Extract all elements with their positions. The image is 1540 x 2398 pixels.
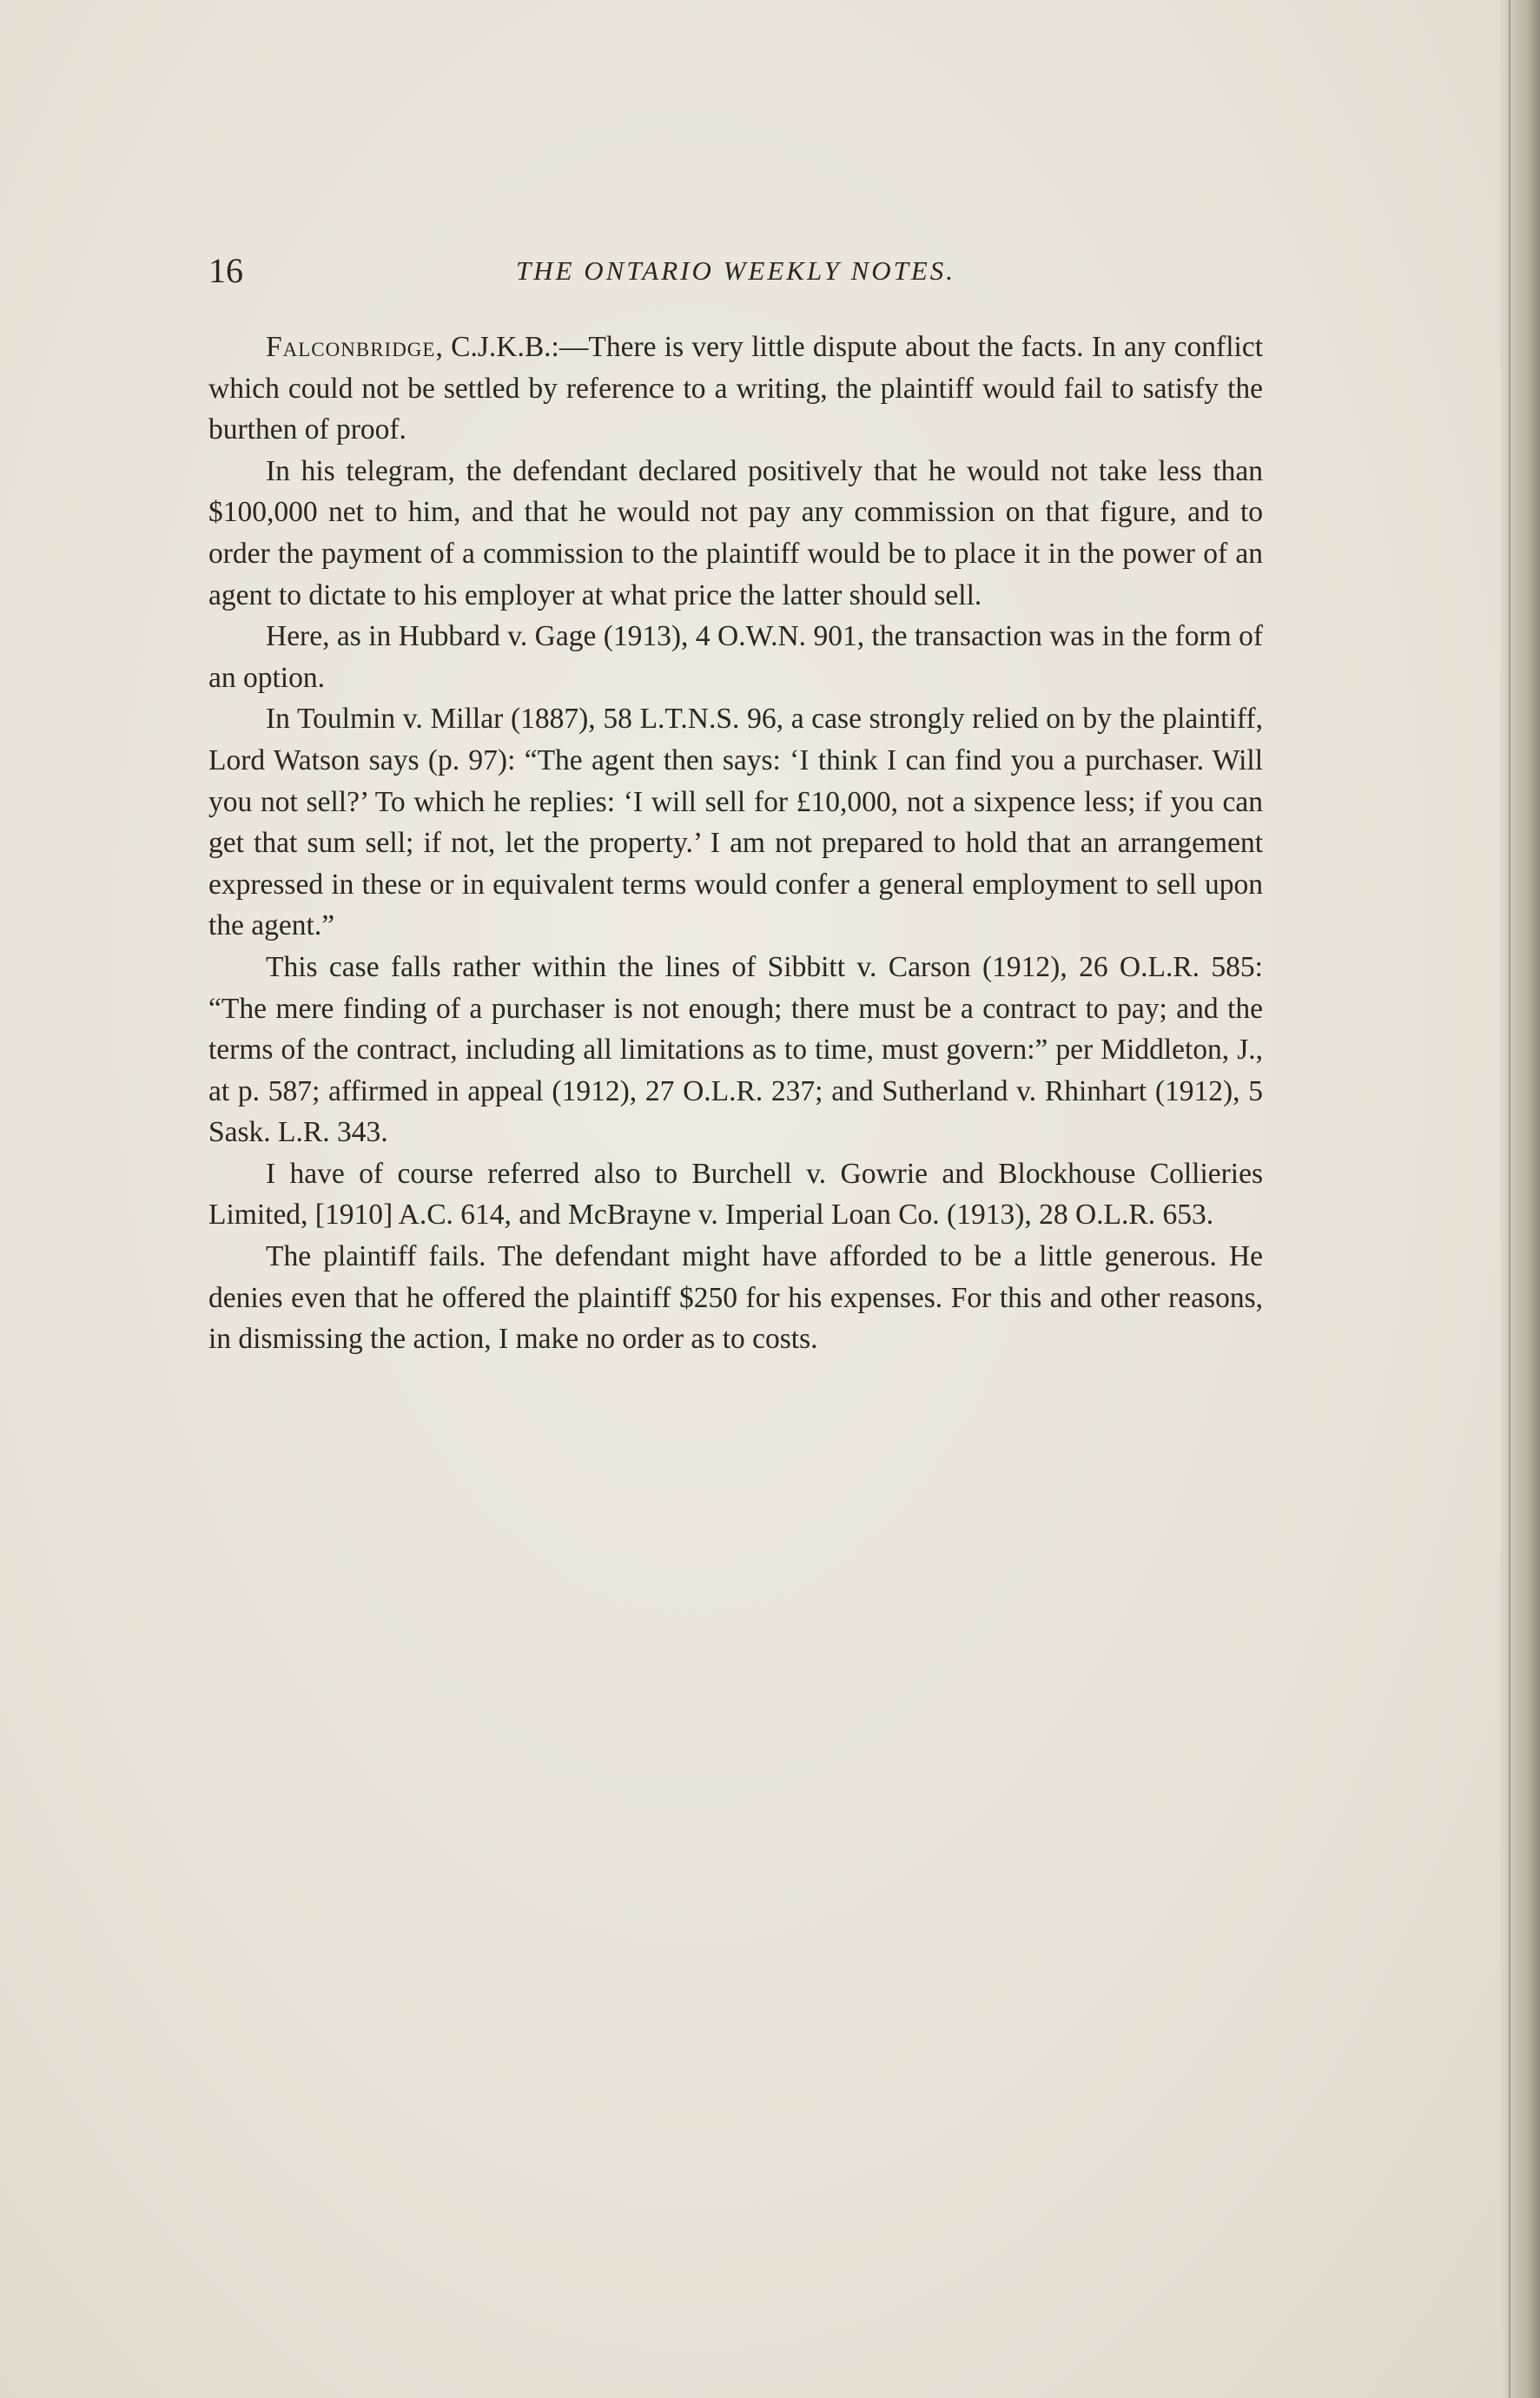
body-text <box>208 327 1263 1360</box>
paragraph-3: Here, as in Hubbard v. Gage (1913), 4 O.W.N. 901, the transaction was in the form of an option. <box>208 620 1263 694</box>
page-number: 16 <box>208 251 243 290</box>
paragraph-2: In his telegram, the defendant declared positively that he would not take less than $100,000 net to him, and that he would not pay any commission on that figure, and to order the payment of a commission to the plaintiff would be to place it in the power of an agent to dictate to his employer at what price the latter should sell. <box>208 454 1263 611</box>
paragraph-7: The plaintiff fails. The defendant might have afforded to be a little generous. He denies even that he offered the plaintiff $250 for his expenses. For this and other reasons, in dismissing the action, I make no order as to costs. <box>208 1240 1263 1356</box>
paragraph-1-text: , C.J.K.B.:—There is very little dispute about the facts. In any conflict which could not be settled by reference to a writing, the plaintiff would fail to satisfy the burthen of proof. <box>208 331 1263 446</box>
paragraph-6: I have of course referred also to Burchell v. Gowrie and Blockhouse Collieries Limited, [1910] A.C. 614, and McBrayne v. Imperial Loan Co. (1913), 28 O.L.R. 653. <box>208 1157 1263 1232</box>
page-header <box>208 245 1263 297</box>
paragraph-1 <box>208 327 1263 451</box>
judge-name: Falconbridge <box>266 331 436 363</box>
running-title: THE ONTARIO WEEKLY NOTES. <box>515 255 956 286</box>
page-edge-shadow <box>1500 0 1540 2398</box>
binding-line <box>1509 0 1510 2398</box>
paragraph-5: This case falls rather within the lines of Sibbitt v. Carson (1912), 26 O.L.R. 585: “The mere finding of a purchaser is not enough; there must be a contract to pay; and the terms of the contract, including all limitations as to time, must govern:” per Middleton, J., at p. 587; affirmed in appeal (1912), 27 O.L.R. 237; and Sutherland v. Rhinhart (1912), 5 Sask. L.R. 343. <box>208 950 1263 1149</box>
paragraph-4: In Toulmin v. Millar (1887), 58 L.T.N.S. 96, a case strongly relied on by the plaintiff, Lord Watson says (p. 97): “The agent then says: ‘I think I can find you a purchaser. Will you not sell?’ To which he replies: ‘I will sell for £10,000, not a sixpence less; if you can get that sum sell; if not, let the property.’ I am not prepared to hold that an arrangement expressed in these or in equivalent terms would confer a general employment to sell upon the agent.” <box>208 703 1263 942</box>
